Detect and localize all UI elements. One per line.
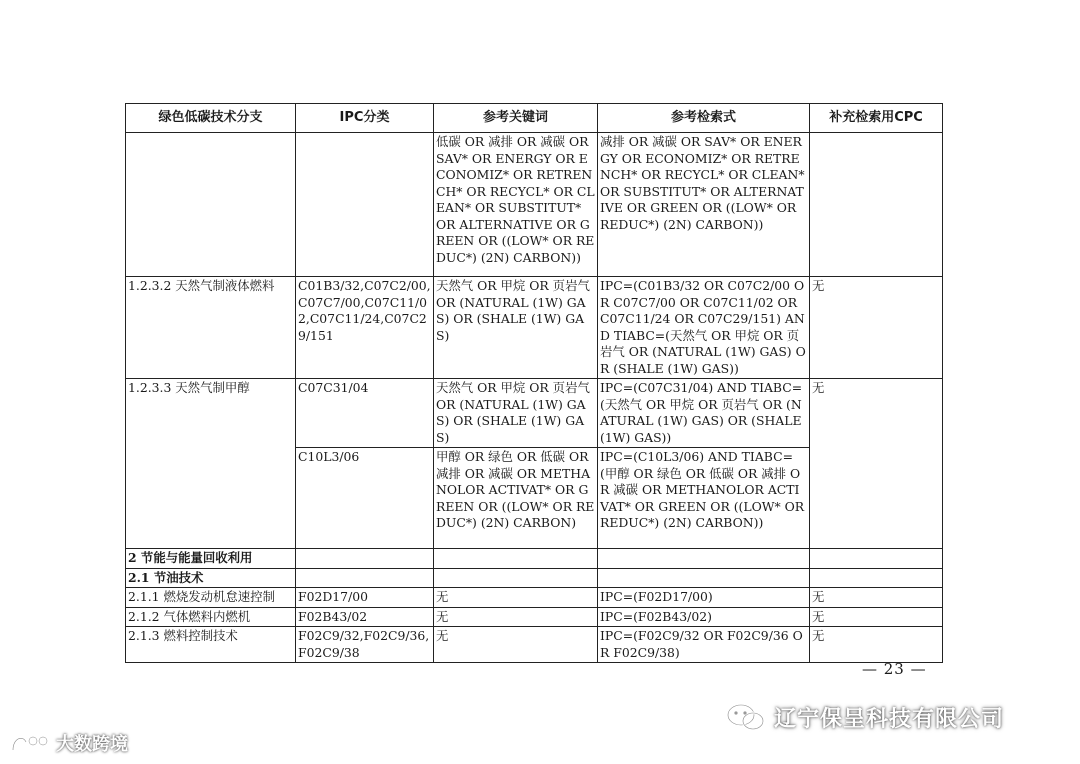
source-watermark-text: 大数跨境 bbox=[56, 734, 128, 755]
ipc-cell: C10L3/06 bbox=[296, 448, 434, 549]
empty-cell bbox=[296, 549, 434, 569]
keywords-cell: 低碳 OR 减排 OR 减碳 OR SAV* OR ENERGY OR ECONOMIZ* OR RETRENCH* OR RECYCL* OR CLEAN* OR SUBSTITUT* OR ALTERNATIVE OR GREEN OR ((LOW* OR REDUC*) (2N) CARBON)) bbox=[434, 133, 598, 277]
branch-cell: 2.1.2 气体燃料内燃机 bbox=[126, 607, 296, 627]
table-header-row bbox=[126, 104, 943, 133]
patent-classification-table bbox=[125, 103, 943, 663]
table-row bbox=[126, 607, 943, 627]
ipc-cell: F02B43/02 bbox=[296, 607, 434, 627]
empty-cell bbox=[434, 568, 598, 588]
ipc-cell bbox=[296, 133, 434, 277]
branch-cell: 1.2.3.3 天然气制甲醇 bbox=[126, 379, 296, 549]
empty-cell bbox=[296, 568, 434, 588]
page-number: — 23 — bbox=[862, 660, 927, 678]
empty-cell bbox=[810, 549, 943, 569]
query-cell: IPC=(C07C31/04) AND TIABC=(天然气 OR 甲烷 OR 页岩气 OR (NATURAL (1W) GAS) OR (SHALE (1W) GAS)) bbox=[598, 379, 810, 448]
cpc-cell: 无 bbox=[810, 277, 943, 379]
table-row bbox=[126, 133, 943, 277]
cpc-cell: 无 bbox=[810, 588, 943, 608]
header-keywords: 参考关键词 bbox=[434, 104, 598, 133]
keywords-cell: 甲醇 OR 绿色 OR 低碳 OR 减排 OR 减碳 OR METHANOLOR ACTIVAT* OR GREEN OR ((LOW* OR REDUC*) (2N) CARBON) bbox=[434, 448, 598, 549]
ipc-cell: C01B3/32,C07C2/00,C07C7/00,C07C11/02,C07C11/24,C07C29/151 bbox=[296, 277, 434, 379]
table-row bbox=[126, 379, 943, 448]
header-cpc: 补充检索用CPC bbox=[810, 104, 943, 133]
query-cell: IPC=(C10L3/06) AND TIABC=(甲醇 OR 绿色 OR 低碳 OR 减排 OR 减碳 OR METHANOLOR ACTIVAT* OR GREEN OR ((LOW* OR REDUC*) (2N) CARBON)) bbox=[598, 448, 810, 549]
branch-cell: 2.1.1 燃烧发动机怠速控制 bbox=[126, 588, 296, 608]
keywords-cell: 天然气 OR 甲烷 OR 页岩气 OR (NATURAL (1W) GAS) OR (SHALE (1W) GAS) bbox=[434, 277, 598, 379]
keywords-cell: 无 bbox=[434, 627, 598, 663]
query-cell: IPC=(C01B3/32 OR C07C2/00 OR C07C7/00 OR C07C11/02 OR C07C11/24 OR C07C29/151) AND TIABC=(天然气 OR 甲烷 OR 页岩气 OR (NATURAL (1W) GAS) OR (SHALE (1W) GAS)) bbox=[598, 277, 810, 379]
section-row bbox=[126, 568, 943, 588]
query-cell: IPC=(F02C9/32 OR F02C9/36 OR F02C9/38) bbox=[598, 627, 810, 663]
company-watermark-text: 辽宁保呈科技有限公司 bbox=[774, 706, 1005, 732]
logo-icon bbox=[10, 732, 50, 754]
branch-cell: 1.2.3.2 天然气制液体燃料 bbox=[126, 277, 296, 379]
ipc-cell: F02C9/32,F02C9/36,F02C9/38 bbox=[296, 627, 434, 663]
ipc-cell: F02D17/00 bbox=[296, 588, 434, 608]
section-title: 2.1 节油技术 bbox=[126, 568, 296, 588]
keywords-cell: 天然气 OR 甲烷 OR 页岩气 OR (NATURAL (1W) GAS) OR (SHALE (1W) GAS) bbox=[434, 379, 598, 448]
keywords-cell: 无 bbox=[434, 607, 598, 627]
keywords-cell: 无 bbox=[434, 588, 598, 608]
section-title: 2 节能与能量回收利用 bbox=[126, 549, 296, 569]
ipc-cell: C07C31/04 bbox=[296, 379, 434, 448]
query-cell: 减排 OR 减碳 OR SAV* OR ENERGY OR ECONOMIZ* OR RETRENCH* OR RECYCL* OR CLEAN* OR SUBSTITUT* OR ALTERNATIVE OR GREEN OR ((LOW* OR REDUC*) (2N) CARBON)) bbox=[598, 133, 810, 277]
empty-cell bbox=[434, 549, 598, 569]
source-watermark bbox=[10, 730, 128, 756]
cpc-cell: 无 bbox=[810, 627, 943, 663]
empty-cell bbox=[810, 568, 943, 588]
query-cell: IPC=(F02D17/00) bbox=[598, 588, 810, 608]
cpc-cell bbox=[810, 133, 943, 277]
header-ipc: IPC分类 bbox=[296, 104, 434, 133]
branch-cell: 2.1.3 燃料控制技术 bbox=[126, 627, 296, 663]
section-row bbox=[126, 549, 943, 569]
cpc-cell: 无 bbox=[810, 379, 943, 549]
company-watermark bbox=[726, 700, 1004, 734]
empty-cell bbox=[598, 568, 810, 588]
table-row bbox=[126, 277, 943, 379]
header-branch: 绿色低碳技术分支 bbox=[126, 104, 296, 133]
query-cell: IPC=(F02B43/02) bbox=[598, 607, 810, 627]
branch-cell bbox=[126, 133, 296, 277]
cpc-cell: 无 bbox=[810, 607, 943, 627]
wechat-icon bbox=[726, 702, 766, 732]
empty-cell bbox=[598, 549, 810, 569]
header-query: 参考检索式 bbox=[598, 104, 810, 133]
table-row bbox=[126, 627, 943, 663]
table-row bbox=[126, 588, 943, 608]
